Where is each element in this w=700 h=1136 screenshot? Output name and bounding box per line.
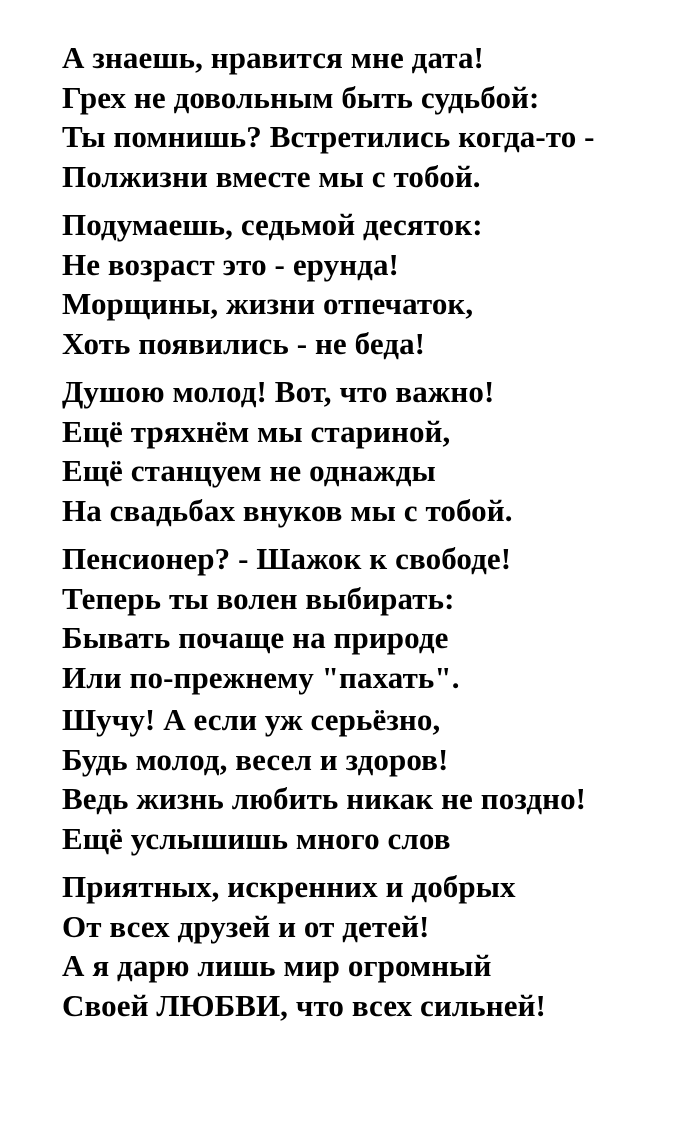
poem-line: Теперь ты волен выбирать:: [62, 580, 455, 616]
poem-line: Ещё станцуем не однажды: [62, 453, 436, 488]
poem-line: Своей ЛЮБВИ, что всех сильней!: [62, 987, 546, 1023]
poem-line: От всех друзей и от детей!: [62, 908, 430, 944]
stanza-2: [62, 205, 692, 363]
stanza-3: [62, 372, 692, 530]
poem-line: Будь молод, весел и здоров!: [62, 741, 449, 777]
poem-line: А я дарю лишь мир огромный: [62, 948, 492, 983]
stanza-1: [62, 38, 692, 196]
stanza-6: [62, 867, 692, 1025]
poem-line: Ещё тряхнём мы стариной,: [62, 413, 451, 449]
poem-line: Полжизни вместе мы с тобой.: [62, 158, 481, 194]
poem-text: [62, 38, 692, 1034]
poem-line: Приятных, искренних и добрых: [62, 869, 516, 904]
stanza-5: [62, 700, 692, 858]
poem-line: Душою молод! Вот, что важно!: [62, 374, 495, 409]
poem-line: Морщины, жизни отпечаток,: [62, 286, 474, 321]
poem-line: Ведь жизнь любить никак не поздно!: [62, 781, 587, 816]
poem-line: Ещё услышишь много слов: [62, 820, 451, 856]
poem-line: Пенсионер? - Шажок к свободе!: [62, 541, 512, 576]
poem-line: Подумаешь, седьмой десяток:: [62, 207, 483, 242]
poem-line: На свадьбах внуков мы с тобой.: [62, 492, 513, 528]
poem-line: Хоть появились - не беда!: [62, 325, 426, 361]
poem-line: Не возраст это - ерунда!: [62, 246, 399, 282]
poem-line: А знаешь, нравится мне дата!: [62, 40, 484, 75]
poem-line: Бывать почаще на природе: [62, 620, 449, 655]
poem-line: Ты помнишь? Встретились когда-то -: [62, 119, 595, 154]
poem-line: Грех не довольным быть судьбой:: [62, 79, 540, 115]
stanza-4: [62, 539, 692, 697]
poem-line: Или по-прежнему "пахать".: [62, 659, 460, 695]
poem-line: Шучу! А если уж серьёзно,: [62, 702, 441, 737]
